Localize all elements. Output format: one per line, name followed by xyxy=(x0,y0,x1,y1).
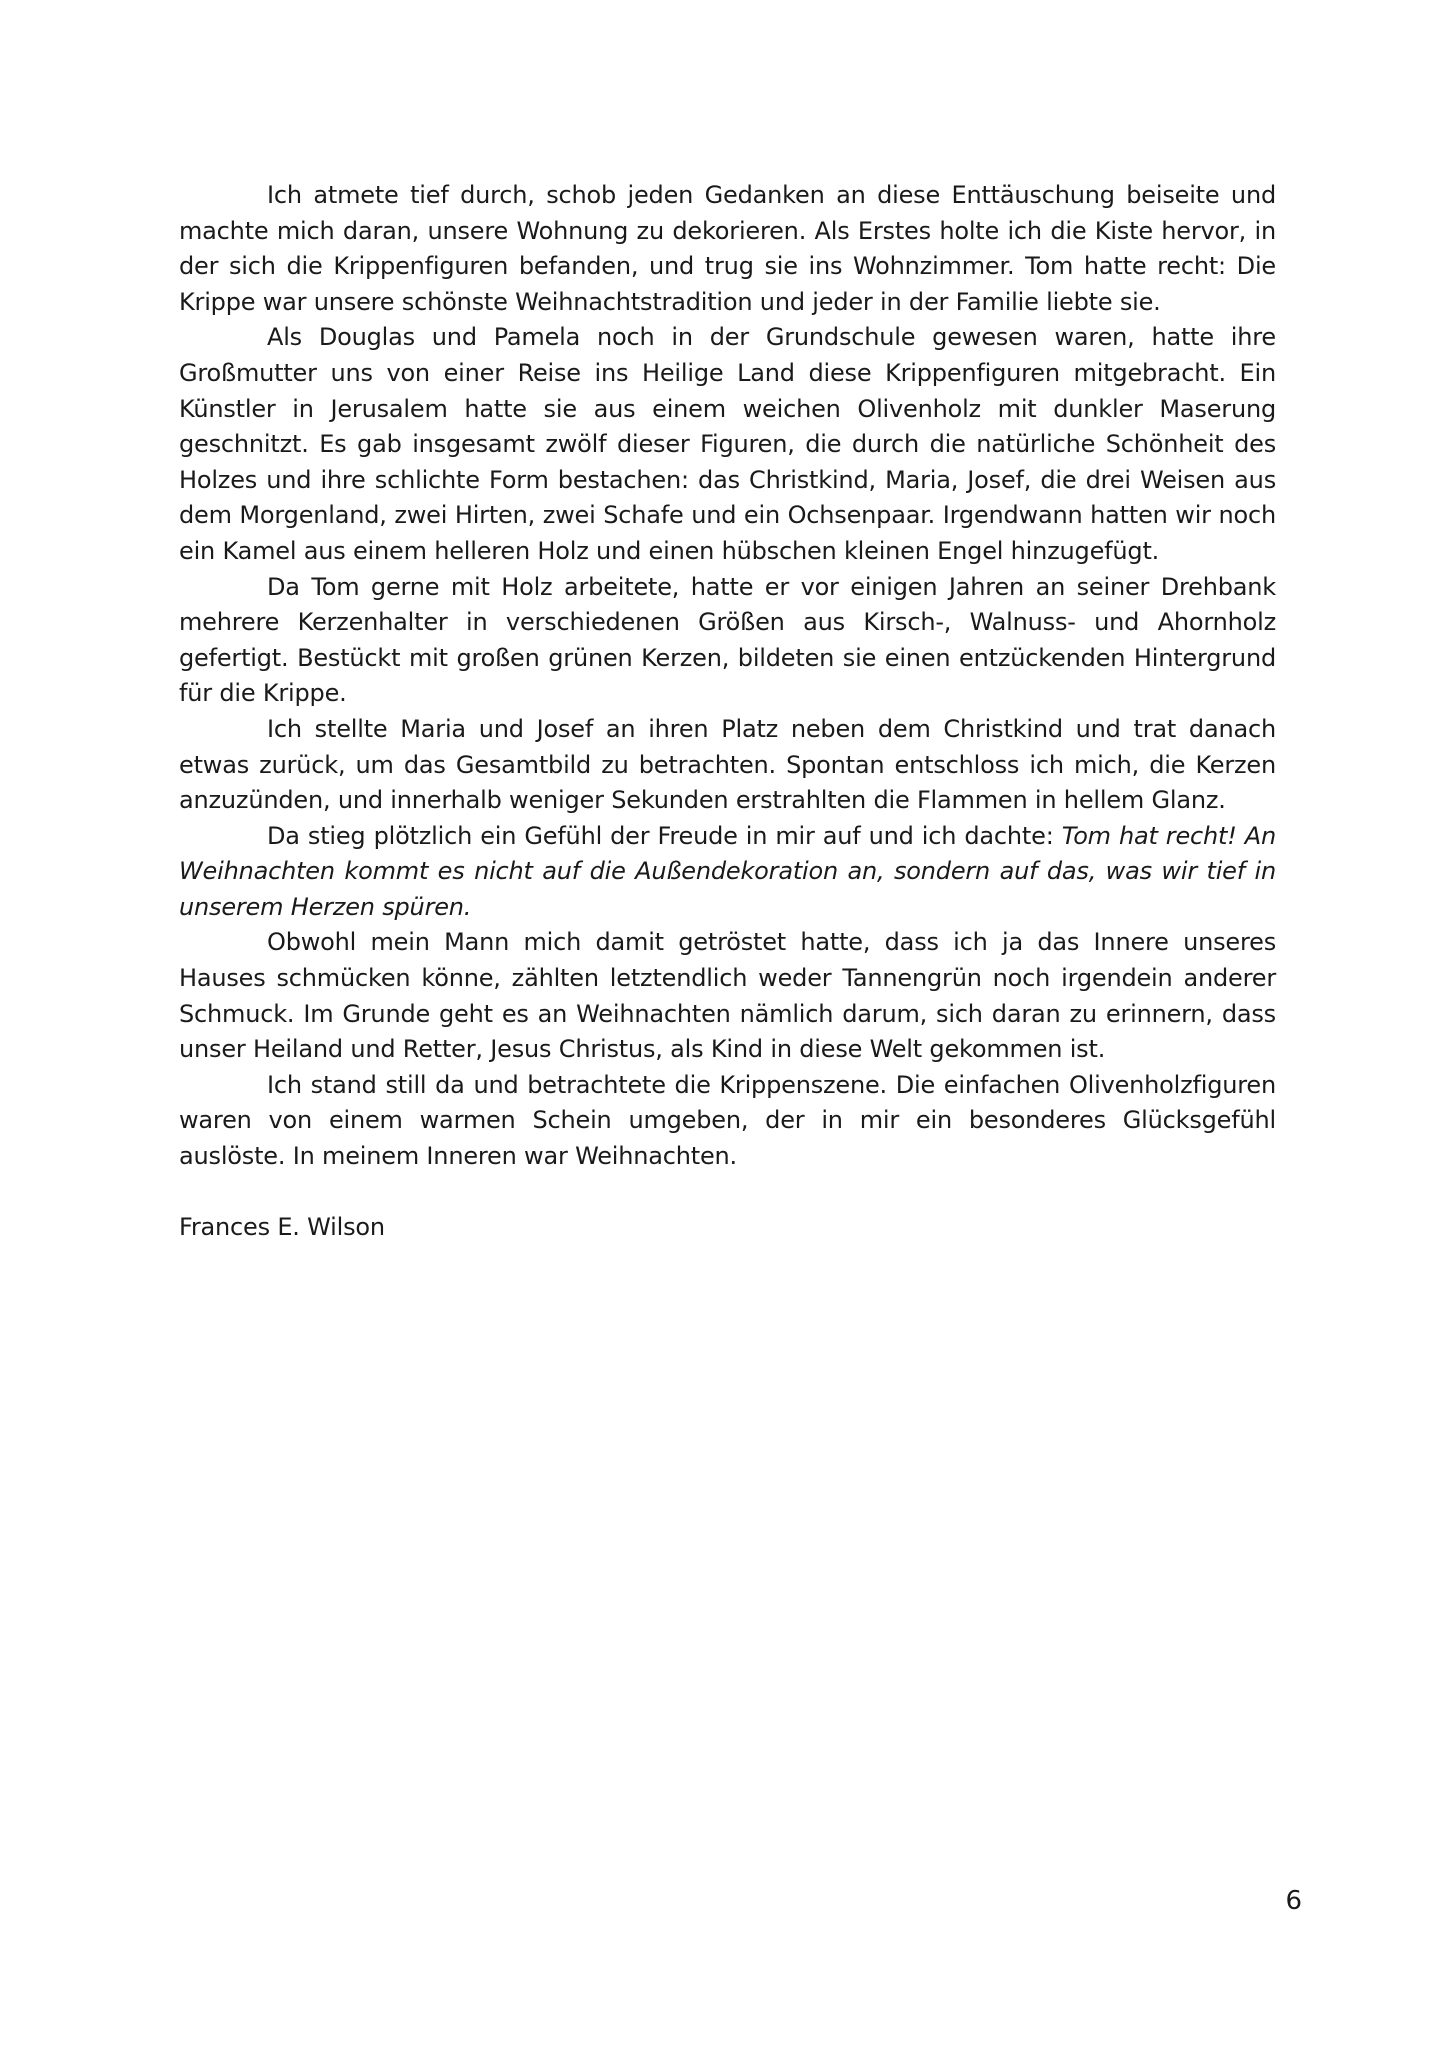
paragraph-5-italic: Tom hat recht! An Weihnachten kommt es nicht auf die Außendekoration an, sondern auf das, was wir tief in unserem Herzen spüren. xyxy=(179,821,1276,921)
page-number: 6 xyxy=(1285,1886,1302,1916)
paragraph-1: Ich atmete tief durch, schob jeden Gedanken an diese Enttäuschung beiseite und machte mich daran, unsere Wohnung zu dekorieren. Als Erstes holte ich die Kiste hervor, in der sich die Krippenfiguren befanden, und trug sie ins Wohnzimmer. Tom hatte recht: Die Krippe war unsere schönste Weihnachtstradition und jeder in der Familie liebte sie. xyxy=(179,181,1276,316)
paragraph-5-plain: Da stieg plötzlich ein Gefühl der Freude in mir auf und ich dachte: xyxy=(267,821,1062,850)
paragraph-3: Da Tom gerne mit Holz arbeitete, hatte er vor einigen Jahren an seiner Drehbank mehrere Kerzenhalter in verschiedenen Größen aus Kirsch-, Walnuss- und Ahornholz gefertigt. Bestückt mit großen grünen Kerzen, bildeten sie einen entzückenden Hintergrund für die Krippe. xyxy=(179,572,1276,708)
paragraph-2: Als Douglas und Pamela noch in der Grundschule gewesen waren, hatte ihre Großmutter uns von einer Reise ins Heilige Land diese Krippenfiguren mitgebracht. Ein Künstler in Jerusalem hatte sie aus einem weichen Olivenholz mit dunkler Maserung geschnitzt. Es gab insgesamt zwölf dieser Figuren, die durch die natürliche Schönheit des Holzes und ihre schlichte Form bestachen: das Christkind, Maria, Josef, die drei Weisen aus dem Morgenland, zwei Hirten, zwei Schafe und ein Ochsenpaar. Irgendwann hatten wir noch ein Kamel aus einem helleren Holz und einen hübschen kleinen Engel hinzugefügt. xyxy=(179,323,1276,565)
body-text xyxy=(179,178,1276,1246)
paragraph-6: Obwohl mein Mann mich damit getröstet hatte, dass ich ja das Innere unseres Hauses schmücken könne, zählten letztendlich weder Tannengrün noch irgendein anderer Schmuck. Im Grunde geht es an Weihnachten nämlich darum, sich daran zu erinnern, dass unser Heiland und Retter, Jesus Christus, als Kind in diese Welt gekommen ist. xyxy=(179,928,1276,1064)
author-signature: Frances E. Wilson xyxy=(179,1213,385,1242)
paragraph-7: Ich stand still da und betrachtete die Krippenszene. Die einfachen Olivenholzfiguren waren von einem warmen Schein umgeben, der in mir ein besonderes Glücksgefühl auslöste. In meinem Inneren war Weihnachten. xyxy=(179,1070,1276,1171)
paragraph-5 xyxy=(179,819,1276,926)
paragraph-4: Ich stellte Maria und Josef an ihren Platz neben dem Christkind und trat danach etwas zurück, um das Gesamtbild zu betrachten. Spontan entschloss ich mich, die Kerzen anzuzünden, und innerhalb weniger Sekunden erstrahlten die Flammen in hellem Glanz. xyxy=(179,714,1276,815)
